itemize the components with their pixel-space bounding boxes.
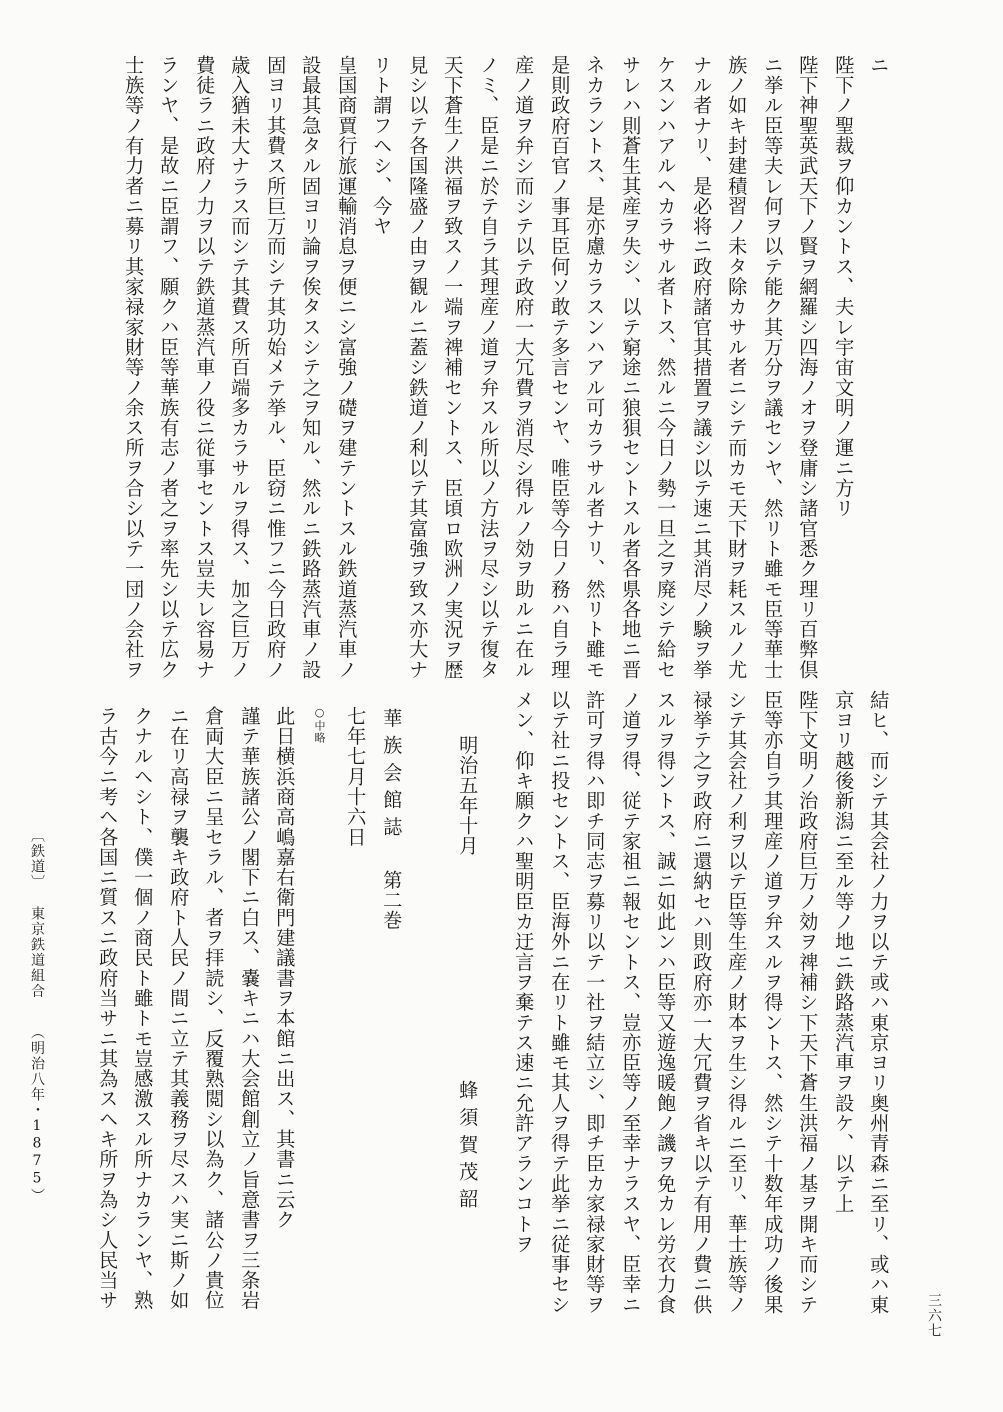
text-column: 固ヨリ其費ス所巨万而シテ其功始メテ挙ル、臣窃ニ惟フニ今日政府ノ [264,55,288,680]
text-column: 士族等ノ有力者ニ募リ其家禄家財等ノ余ス所ヲ合シ以テ一団ノ会社ヲ [122,55,146,680]
page-number: 三六七 [926,1293,942,1338]
text-column: 見シ以テ各国隆盛ノ由ヲ観ルニ蓋シ鉄道ノ利以テ其富強ヲ致ス亦大ナ [406,55,430,680]
text-column: リト謂フヘシ、今ヤ [370,55,394,237]
text-column: ノ道ヲ得、従テ家祖ニ報セントス、豈亦臣等ノ至幸ナラスヤ、臣幸ニ [619,690,643,1315]
text-column: サレハ則蒼生其産ヲ失シ、以テ窮途ニ狼狽セントスル者各県各地ニ晋 [619,55,643,680]
text-column: 歳入猶未大ナラス而シテ其費ス所百端多カラサルヲ得ス、加之巨万ノ [228,55,252,680]
text-column: 以テ社ニ投セントス、臣海外ニ在リト雖モ其人ヲ得テ此挙ニ従事セシ [548,690,572,1315]
text-column: 皇国商賈行旅運輸消息ヲ便ニシ富強ノ礎ヲ建テントスル鉄道蒸汽車ノ [335,55,359,680]
text-column: 陛下文明ノ治政府巨万ノ効ヲ禆補シ下天下蒼生洪福ノ基ヲ開キ而シテ [796,690,820,1315]
text-column: 臣等亦自ラ其理産ノ道ヲ弁スルヲ得ントス、然シテ十数年成功ノ後果 [761,690,785,1315]
text-column: メン、仰キ願クハ聖明臣カ迂言ヲ棄テス速ニ允許アランコトヲ [512,690,536,1255]
entry-date: 七年七月十六日 [344,706,368,848]
text-column: 費徒ラニ政府ノ力ヲ以テ鉄道蒸汽車ノ役ニ従事セントス豈夫レ容易ナ [193,55,217,680]
running-header-organization: 東京鉄道組合 [29,906,45,999]
text-column: ランヤ、是故ニ臣謂フ、願クハ臣等華族有志ノ者之ヲ率先シ以テ広ク [157,55,181,680]
signature: 蜂須賀茂韶 [456,1080,480,1216]
text-column: クナルヘシト、僕一個ノ商民ト雖トモ豈感激スル所ナカランヤ、熟 [131,706,155,1311]
text-column: ニ [867,55,891,76]
text-column: 是則政府百官ノ事耳臣何ソ敢テ多言センヤ、唯臣等今日ノ務ハ自ラ理 [548,55,572,680]
text-column: 設最其急タル固ヨリ論ヲ俟タスシテ之ヲ知ル、然ルニ鉄路蒸汽車ノ設 [299,55,323,680]
running-header-section: 〔鉄道〕 [29,828,45,890]
text-column: ノミ、臣是ニ於テ自ラ其理産ノ道ヲ弁スル所以ノ方法ヲ尽シ以テ復タ [477,55,501,680]
omission-mark: ○中略 [313,706,326,744]
text-column: 結ヒ、而シテ其会社ノ力ヲ以テ或ハ東京ヨリ奥州青森ニ至リ、或ハ東 [867,690,891,1315]
text-column: 此日横浜商高嶋嘉右衛門建議書ヲ本館ニ出ス、其書ニ云ク [273,706,297,1230]
running-header-era: （明治八年・1875） [29,1025,45,1204]
text-column: 謹テ華族諸公ノ閣下ニ白ス、嚢キニハ大会館創立ノ旨意書ヲ三条岩 [238,706,262,1311]
text-column: ラ古今ニ考ヘ各国ニ質スニ政府当サニ其為スヘキ所ヲ為シ人民当サ [96,706,120,1311]
text-column: 産ノ道ヲ弁シ而シテ以テ政府一大冗費ヲ消尽シ得ルノ効ヲ助ルニ在ル [512,55,536,680]
text-column: シテ其会社ノ利ヲ以テ臣等生産ノ財本ヲ生シ得ルニ至リ、華士族等ノ [725,690,749,1315]
text-column: 天下蒼生ノ洪福ヲ致スノ一端ヲ禆補セントス、臣頃ロ欧洲ノ実況ヲ歴 [441,55,465,680]
text-column: 陛下ノ聖裁ヲ仰カントス、夫レ宇宙文明ノ運ニ方リ [832,55,856,519]
text-column: スルヲ得ントス、誠ニ如此ンハ臣等又遊逸暖飽ノ譏ヲ免カレ労衣力食 [654,690,678,1315]
text-column: 族ノ如キ封建積習ノ未タ除カサル者ニシテ而カモ天下財ヲ耗スルノ尤 [725,55,749,680]
text-column: ニ在リ高禄ヲ襲キ政府ト人民ノ間ニ立テ其義務ヲ尽スハ実ニ斯ノ如 [167,706,191,1311]
text-column: 倉両大臣ニ呈セラル、者ヲ拝読シ、反覆熟閲シ以為ク、諸公ノ貴位 [202,706,226,1311]
text-column: ニ挙ル臣等夫レ何ヲ以テ能ク其万分ヲ議センヤ、然リト雖モ臣等華士 [761,55,785,680]
source-title: 華族会館誌 [380,708,404,844]
document-date: 明治五年十月 [456,735,480,856]
source-volume: 第二巻 [380,870,404,931]
text-column: ケスンハアルヘカラサル者トス、然ルニ今日ノ勢一旦之ヲ廃シテ給セ [654,55,678,680]
text-column: ネカラントス、是亦慮カラスンハアル可カラサル者ナリ、然リト雖モ [583,55,607,680]
text-column: 京ヨリ越後新潟ニ至ル等ノ地ニ鉄路蒸汽車ヲ設ケ、以テ上 [832,690,856,1214]
text-column: 禄挙テ之ヲ政府ニ還納セハ則政府亦一大冗費ヲ省キ以テ有用ノ費ニ供 [690,690,714,1315]
text-column: ナル者ナリ、是必将ニ政府諸官其措置ヲ議シ以テ速ニ其消尽ノ験ヲ挙 [690,55,714,680]
text-column: 陛下神聖英武天下ノ賢ヲ網羅シ四海ノオヲ登庸シ諸官悉ク理リ百弊倶 [796,55,820,680]
text-column: 許可ヲ得ハ即チ同志ヲ募リ以テ一社ヲ結立シ、即チ臣カ家禄家財等ヲ [583,690,607,1315]
